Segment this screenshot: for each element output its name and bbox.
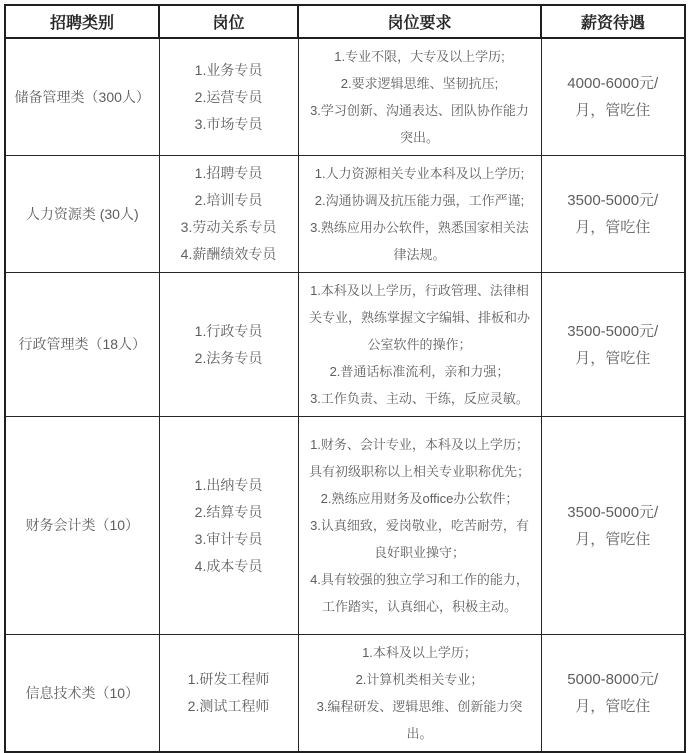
- header-salary: 薪资待遇: [541, 5, 685, 38]
- header-position: 岗位: [159, 5, 298, 38]
- requirement-item: 1.本科及以上学历，行政管理、法律相关专业，熟练掌握文字编辑、排板和办公室软件的操作；: [308, 283, 530, 352]
- salary-cell: [541, 273, 685, 417]
- salary-text: 4000-6000元/月，管吃住: [567, 75, 659, 119]
- requirement-item: 2.熟练应用财务及office办公软件；: [320, 491, 519, 506]
- salary-cell: [541, 417, 685, 635]
- table-row: [5, 156, 685, 273]
- position-item: 2.法务专员: [194, 349, 263, 366]
- category-cell: 信息技术类（10）: [5, 635, 159, 753]
- positions-cell: [159, 417, 298, 635]
- position-item: 2.运营专员: [194, 88, 263, 105]
- position-item: 1.招聘专员: [194, 165, 263, 181]
- table-row: [5, 635, 685, 753]
- salary-text: 3500-5000元/月，管吃住: [567, 503, 659, 548]
- requirements-cell: [298, 273, 541, 417]
- positions-cell: [159, 38, 298, 156]
- header-category: 招聘类别: [5, 5, 159, 38]
- requirement-item: 2.计算机类相关专业；: [355, 672, 484, 687]
- header-requirements: 岗位要求: [298, 5, 541, 38]
- requirement-item: 1.财务、会计专业，本科及以上学历；具有初级职称以上相关专业职称优先；: [308, 437, 530, 479]
- salary-text: 3500-5000元/月，管吃住: [567, 322, 659, 367]
- position-item: 2.测试工程师: [187, 698, 270, 714]
- position-item: 1.业务专员: [194, 61, 263, 78]
- salary-text: 5000-8000元/月，管吃住: [567, 671, 659, 715]
- positions-cell: [159, 635, 298, 753]
- category-cell: 储备管理类（300人）: [5, 38, 159, 156]
- position-item: 1.出纳专员: [194, 476, 263, 493]
- requirements-cell: [298, 635, 541, 753]
- header-row: [5, 5, 685, 38]
- requirement-item: 1.本科及以上学历；: [362, 645, 477, 660]
- position-item: 3.市场专员: [194, 115, 263, 132]
- position-item: 4.薪酬绩效专员: [180, 246, 277, 262]
- requirements-cell: [298, 38, 541, 156]
- requirement-item: 3.学习创新、沟通表达、团队协作能力突出。: [310, 103, 529, 145]
- requirements-cell: [298, 156, 541, 273]
- position-item: 2.培训专员: [194, 192, 263, 208]
- positions-cell: [159, 156, 298, 273]
- table-row: [5, 38, 685, 156]
- requirement-item: 3.编程研发、逻辑思维、创新能力突出。: [316, 699, 523, 741]
- category-cell: 行政管理类（18人）: [5, 273, 159, 417]
- salary-cell: [541, 38, 685, 156]
- requirement-item: 1.人力资源相关专业本科及以上学历;: [314, 166, 525, 181]
- salary-cell: [541, 156, 685, 273]
- requirement-item: 2.普通话标准流利，亲和力强；: [329, 364, 510, 379]
- requirement-item: 3.认真细致，爱岗敬业，吃苦耐劳，有良好职业操守；: [310, 518, 529, 560]
- position-item: 1.行政专员: [194, 322, 263, 339]
- requirement-item: 3.熟练应用办公软件，熟悉国家相关法律法规。: [310, 220, 529, 262]
- table-row: [5, 273, 685, 417]
- positions-cell: [159, 273, 298, 417]
- position-item: 3.劳动关系专员: [180, 219, 277, 235]
- position-item: 1.研发工程师: [187, 671, 270, 687]
- position-item: 2.结算专员: [194, 503, 263, 520]
- category-cell: 人力资源类 (30人): [5, 156, 159, 273]
- recruitment-table: [4, 4, 686, 753]
- category-cell: 财务会计类（10）: [5, 417, 159, 635]
- requirement-item: 2.沟通协调及抗压能力强，工作严谨;: [314, 193, 525, 208]
- position-item: 4.成本专员: [194, 557, 263, 574]
- position-item: 3.审计专员: [194, 530, 263, 547]
- salary-cell: [541, 635, 685, 753]
- requirements-cell: [298, 417, 541, 635]
- table-row: [5, 417, 685, 635]
- requirement-item: 1.专业不限，大专及以上学历;: [334, 49, 505, 64]
- requirement-item: 3.工作负责、主动、干练，反应灵敏。: [310, 391, 529, 406]
- requirement-item: 4.具有较强的独立学习和工作的能力，工作踏实，认真细心，积极主动。: [310, 572, 529, 614]
- salary-text: 3500-5000元/月，管吃住: [567, 192, 659, 236]
- requirement-item: 2.要求逻辑思维、坚韧抗压;: [340, 76, 499, 91]
